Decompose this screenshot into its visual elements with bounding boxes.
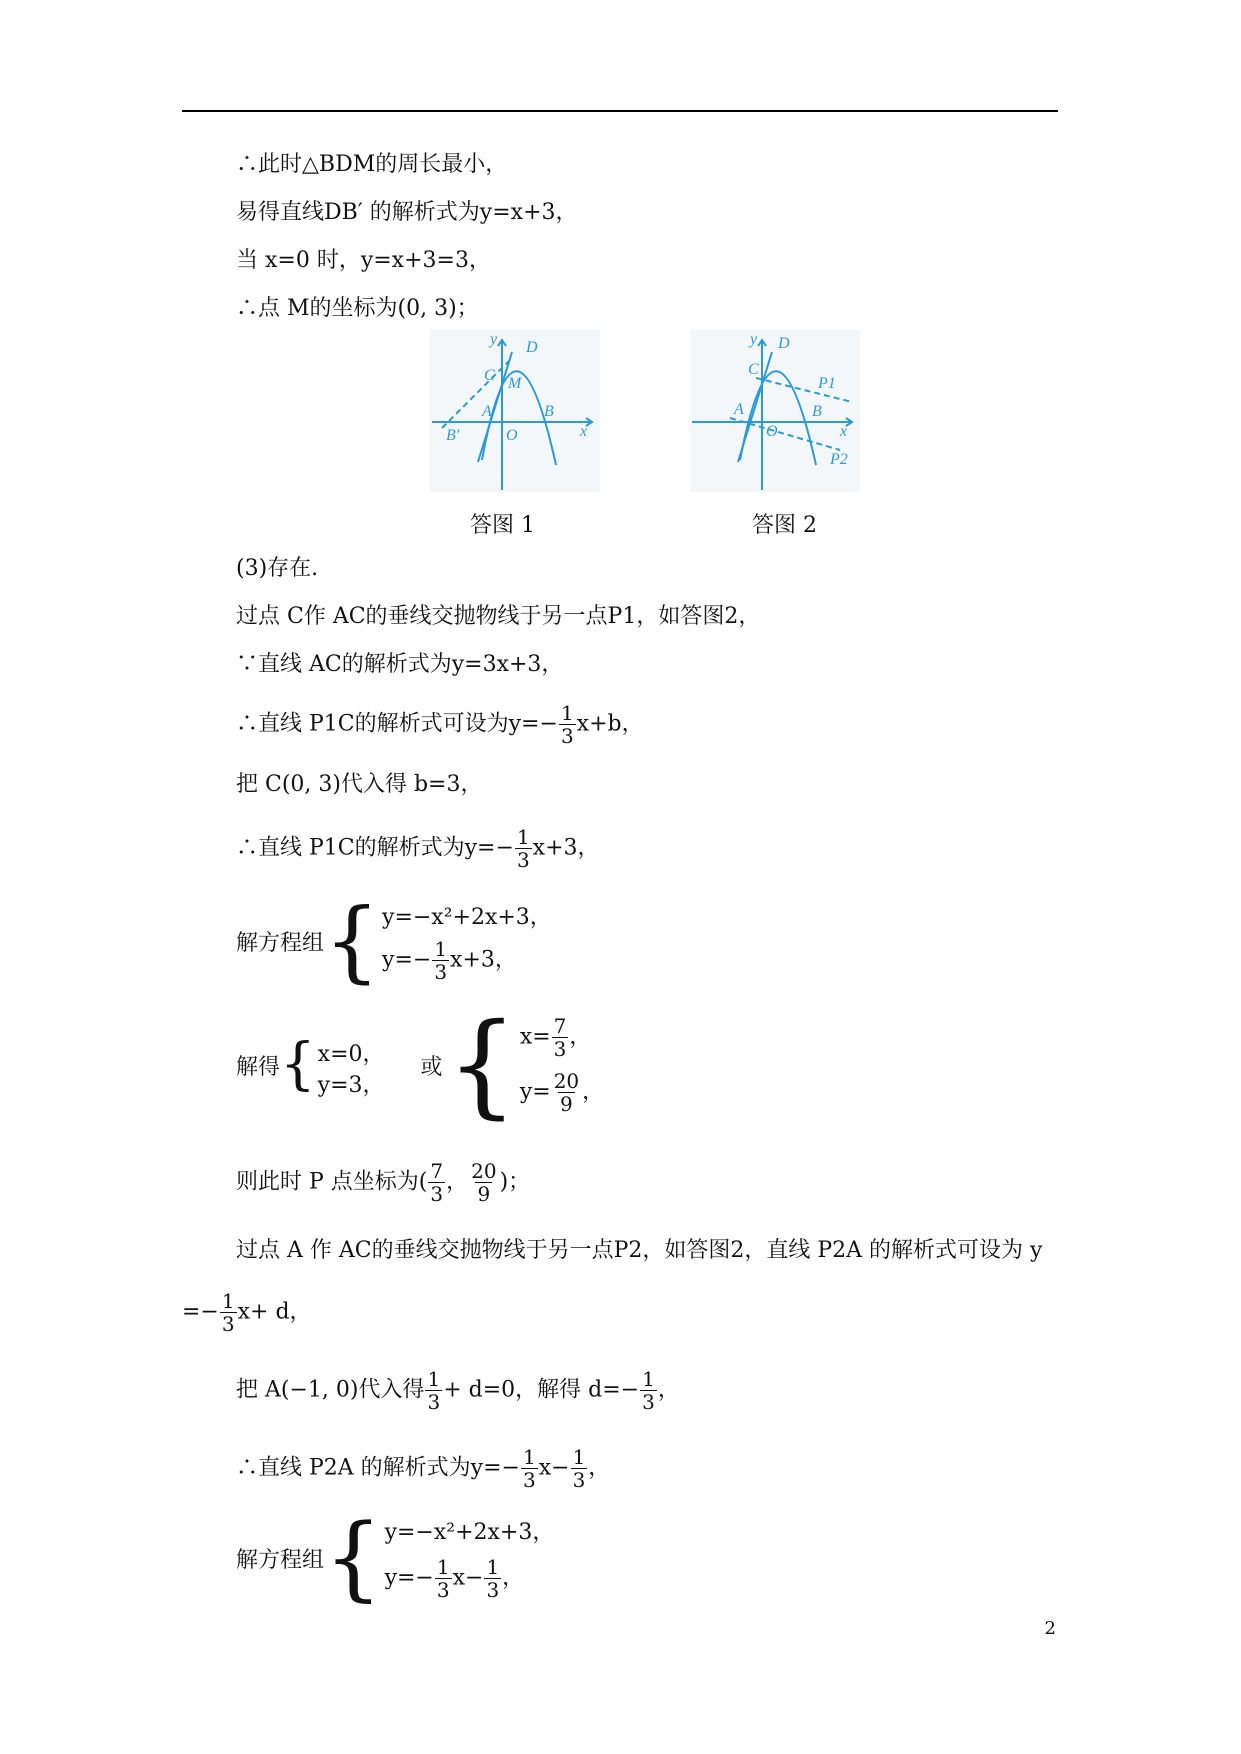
line-9: 把 C(0, 3)代入得 b=3， [236,772,483,797]
numerator: 1 [560,701,574,725]
line-13-post: )； [499,1169,531,1195]
label-x: x [840,423,848,440]
fraction-one-third [435,1556,452,1601]
numerator: 1 [436,1555,450,1579]
line-2: 易得直线DB′ 的解析式为y=x+3， [236,200,578,225]
label-c: C [484,367,495,384]
left-brace: { [324,1504,383,1611]
denominator: 3 [427,1390,441,1414]
system-2-label: 解方程组 [236,1547,325,1573]
denominator: 3 [516,848,530,872]
header-rule [182,110,1058,112]
denominator: 3 [434,959,448,984]
fraction-one-third [521,1446,538,1491]
numerator: 1 [434,936,448,961]
line-13-pre: 则此时 P 点坐标为( [236,1169,428,1195]
fraction-one-third [571,1446,588,1491]
fraction-one-third [640,1368,657,1413]
numerator: 7 [553,1014,567,1038]
fraction-one-third [484,1556,501,1601]
solution-label: 解得 [236,1054,281,1080]
line-10 [236,826,600,871]
fraction-twenty-ninths [469,1160,498,1205]
line-3: 当 x=0 时，y=x+3=3， [236,248,491,273]
answer-figure-2 [690,330,860,492]
label-b: B [544,403,554,420]
line-16 [236,1368,680,1413]
line-13: 则此时 P 点坐标为( $\frac{7}{3}$ ， $\frac{20}{9}$ )； [236,1159,531,1206]
numerator: 1 [572,1445,586,1469]
denominator: 3 [553,1037,567,1061]
label-a: A [734,401,744,418]
left-brace: { [280,1032,316,1097]
denominator: 9 [560,1092,573,1116]
figure-background [430,330,600,492]
numerator: 1 [516,825,530,849]
label-y: y [750,331,758,348]
system-2-row-1: y=−x²+2x+3， [384,1520,555,1545]
line-10-pre: ∴直线 P1C的解析式为y=− [236,835,514,861]
denominator: 3 [572,1468,586,1492]
system-2-row-2-post: ， [502,1565,525,1591]
system-1-label: 解方程组 [236,930,325,956]
numerator: 1 [522,1445,536,1469]
figure-1-caption: 答图 1 [470,513,535,538]
or-label: 或 [420,1054,443,1080]
line-8 [236,702,644,747]
solution-b-row-2: y= $\frac{20}{9}$ ， [519,1069,605,1116]
solution-b-x-label: x= [519,1024,551,1050]
fraction-one-third [220,1290,237,1335]
denominator: 3 [486,1578,500,1602]
system-1-row-1: y=−x²+2x+3， [382,904,552,930]
solution-b-row-1: x= $\frac{7}{3}$ ， [519,1014,592,1061]
label-x: x [580,423,588,440]
label-m: M [508,375,522,392]
line-17-pre: ∴直线 P2A 的解析式为y=− [236,1455,520,1481]
line-6: 过点 C作 AC的垂线交抛物线于另一点P1，如答图2， [236,604,761,629]
left-brace: { [324,889,381,992]
figure-2-caption: 答图 2 [752,513,817,538]
line-8-post: x+b， [576,711,644,737]
fraction-seven-thirds [428,1160,445,1205]
label-o: O [506,427,518,444]
system-1-row-2-post: x+3， [450,947,517,972]
line-1: ∴此时△BDM的周长最小， [236,152,508,177]
denominator: 3 [436,1578,450,1602]
denominator: 3 [560,724,574,748]
solution-b-y-label: y= [519,1079,551,1105]
fraction-one-third [559,702,576,747]
line-15-pre: =− [182,1299,219,1325]
line-15-post: x+ d， [237,1299,312,1325]
line-15 [182,1290,312,1335]
fraction-one-third [425,1368,442,1413]
line-8-pre: ∴直线 P1C的解析式可设为y=− [236,711,558,737]
denominator: 9 [477,1182,491,1206]
numerator: 1 [642,1367,655,1391]
line-4: ∴点 M的坐标为(0, 3)； [236,296,479,321]
system-2-row-2: y=− $\frac{1}{3}$ x− $\frac{1}{3}$ ， [384,1555,525,1602]
numerator: 20 [553,1069,580,1093]
label-b-prime: B′ [446,427,460,444]
line-17: ∴直线 P2A 的解析式为y=− $\frac{1}{3}$ x− $\frac{1}{3}$ ， [236,1445,611,1492]
denominator: 3 [221,1312,235,1336]
line-17-post: ， [588,1455,611,1481]
label-y: y [490,331,498,348]
fraction-twenty-ninths [552,1070,581,1115]
solution-a-row-1: x=0， [317,1042,385,1067]
numerator: 20 [471,1159,497,1183]
line-5: (3)存在. [236,556,319,581]
fraction-seven-thirds [552,1015,569,1060]
label-d: D [778,335,790,352]
denominator: 3 [430,1182,444,1206]
answer-figure-1 [430,330,600,492]
label-p1: P1 [818,375,836,392]
system-2-row-2-mid: x− [452,1565,484,1591]
label-o: O [766,423,778,440]
denominator: 3 [642,1390,655,1414]
line-10-post: x+3， [532,835,600,861]
line-16-post: ， [657,1377,680,1403]
label-a: A [482,403,492,420]
numerator: 7 [430,1159,444,1183]
denominator: 3 [522,1468,536,1492]
line-16-mid: + d=0，解得 d=− [443,1377,640,1403]
equation-system-1 [236,889,552,992]
line-16-pre: 把 A(−1, 0)代入得 [236,1377,425,1403]
page-number: 2 [1044,1618,1056,1639]
numerator: 1 [486,1555,500,1579]
label-p2: P2 [830,451,848,468]
solution-a-row-2: y=3， [317,1073,385,1098]
label-b: B [812,403,822,420]
line-14: 过点 A 作 AC的垂线交抛物线于另一点P2，如答图2，直线 P2A 的解析式可设为 y [236,1238,1043,1263]
solution-system [236,1000,605,1130]
label-c: C [748,361,759,378]
numerator: 1 [221,1289,235,1313]
fraction-one-third [432,938,449,983]
system-1-row-2: y=− $\frac{1}{3}$ x+3， [382,936,517,984]
equation-system-2 [236,1504,555,1611]
left-brace: { [446,1000,518,1130]
line-7: ∵直线 AC的解析式为y=3x+3， [236,652,564,677]
label-d: D [526,339,538,356]
numerator: 1 [427,1367,441,1391]
fraction-one-third [515,826,532,871]
